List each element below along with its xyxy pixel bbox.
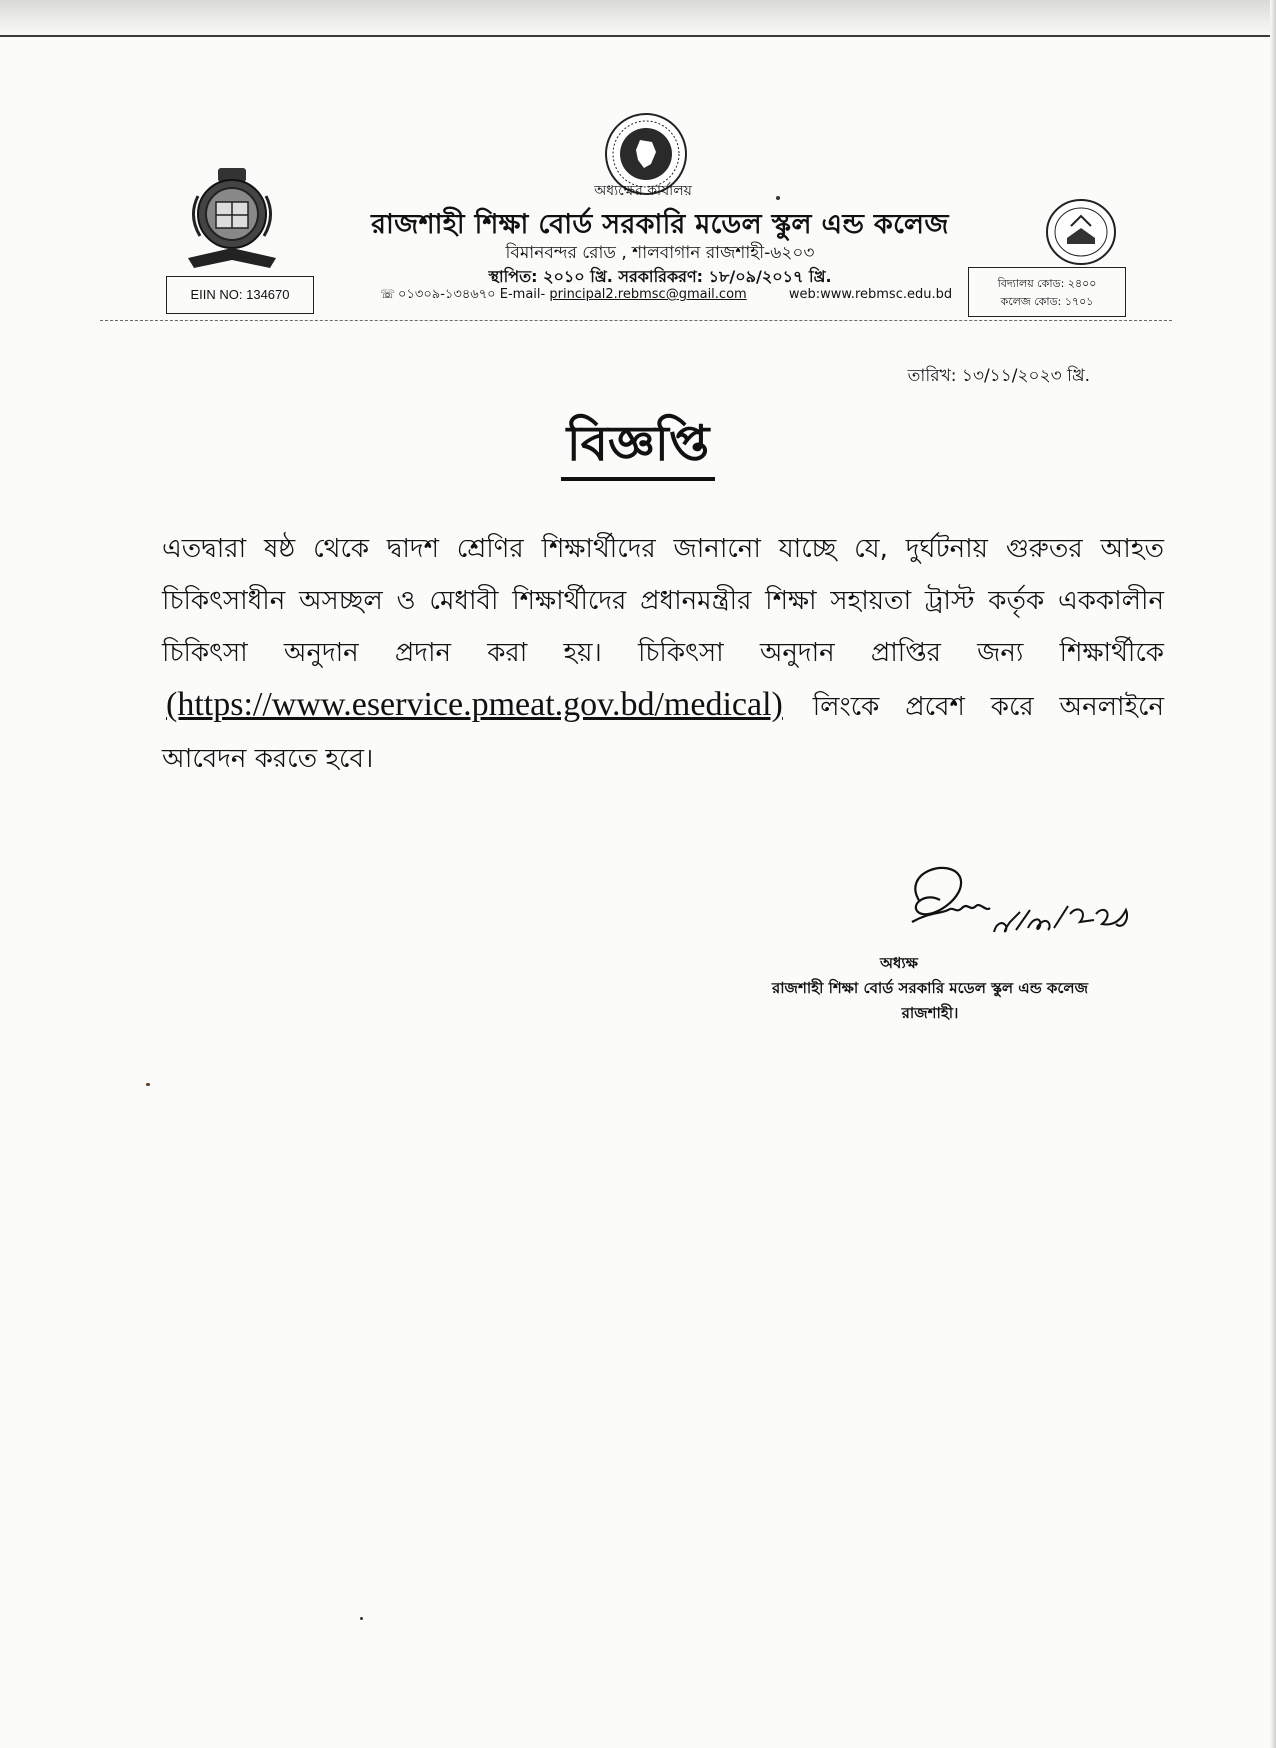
scan-speck bbox=[146, 1083, 150, 1086]
notice-body-text-end: লিংকে প্রবেশ করে অনলাইনে আবেদন করতে হবে। bbox=[162, 692, 1164, 774]
notice-body-text: এতদ্বারা ষষ্ঠ থেকে দ্বাদশ শ্রেণির শিক্ষার্থীদের জানানো যাচ্ছে যে, দুর্ঘটনায় গুরুতর আহত চিকিৎসাধীন অসচ্ছল ও মেধাবী শিক্ষার্থীদের প্রধানমন্ত্রীর শিক্ষা সহায়তা ট্রাস্ট কর্তৃক এককালীন চিকিৎসা অনুদান প্রদান করা হয়। চিকিৎসা অনুদান প্রাপ্তির জন্য শিক্ষার্থীকে bbox=[162, 534, 1164, 668]
scan-speck bbox=[776, 196, 780, 200]
eiin-box: EIIN NO: 134670 bbox=[166, 276, 314, 314]
contact-line bbox=[380, 285, 980, 306]
college-name-heading: রাজশাহী শিক্ষা বোর্ড সরকারি মডেল স্কুল এন্ড কলেজ bbox=[371, 209, 949, 240]
application-link[interactable]: (https://www.eservice.pmeat.gov.bd/medical) bbox=[166, 686, 783, 723]
header-divider bbox=[100, 320, 1172, 321]
handwritten-signature bbox=[890, 852, 1150, 962]
school-logo-icon bbox=[1045, 198, 1117, 266]
email-address: principal2.rebmsc@gmail.com bbox=[549, 287, 747, 302]
college-code: কলেজ কোড: ১৭০১ bbox=[1000, 295, 1094, 308]
institution-code-box bbox=[968, 267, 1126, 317]
notice-body bbox=[162, 523, 1164, 785]
signatory-city: রাজশাহী। bbox=[901, 1004, 959, 1022]
email-label: E-mail- bbox=[499, 287, 550, 302]
college-address: বিমানবন্দর রোড , শালবাগান রাজশাহী-৬২০৩ bbox=[505, 243, 815, 263]
school-code: বিদ্যালয় কোড: ২৪০০ bbox=[997, 277, 1097, 290]
scan-shadow-top bbox=[0, 0, 1276, 40]
website: web:www.rebmsc.edu.bd bbox=[788, 287, 953, 302]
notice-title bbox=[0, 414, 1276, 481]
scan-edge-line bbox=[0, 35, 1276, 37]
signatory-organization: রাজশাহী শিক্ষা বোর্ড সরকারি মডেল স্কুল এন্ড কলেজ bbox=[771, 979, 1089, 997]
notice-title-text: বিজ্ঞপ্তি bbox=[561, 414, 715, 481]
scan-shadow-right bbox=[1270, 0, 1276, 1748]
office-label: অধ্যক্ষের কার্যালয় bbox=[594, 183, 692, 199]
established-info: স্থাপিত: ২০১০ খ্রি. সরকারিকরণ: ১৮/০৯/২০১৭ খ্রি. bbox=[488, 267, 832, 286]
signatory-title: অধ্যক্ষ bbox=[880, 954, 918, 972]
phone-icon: ☏ bbox=[380, 287, 396, 301]
notice-date: তারিখ: ১৩/১১/২০২৩ খ্রি. bbox=[907, 366, 1090, 386]
scan-speck bbox=[360, 1617, 363, 1620]
phone-number: ০১৩০৯-১৩৪৬৭০ bbox=[398, 287, 496, 302]
